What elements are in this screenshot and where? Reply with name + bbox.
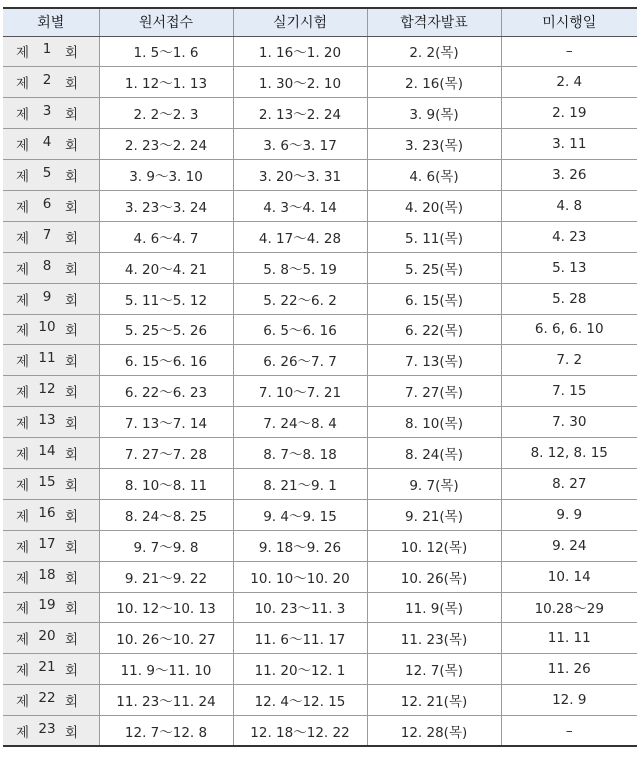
application-period: 9. 21～9. 22	[99, 561, 233, 592]
no-exam-date: 4. 23	[501, 221, 637, 252]
round-prefix: 제	[16, 169, 30, 185]
practical-exam-period: 4. 17～4. 28	[233, 221, 367, 252]
practical-exam-period: 6. 5～6. 16	[233, 314, 367, 345]
round-suffix: 회	[64, 199, 78, 216]
table-row	[3, 438, 637, 469]
round-cell	[3, 407, 99, 438]
application-period: 1. 5～1. 6	[99, 36, 233, 67]
round-suffix: 회	[64, 416, 78, 433]
round-prefix: 제	[16, 199, 30, 216]
round-cell	[3, 561, 99, 592]
round-suffix: 회	[64, 107, 78, 124]
announcement-date: 9. 21(목)	[367, 499, 501, 530]
round-cell	[3, 345, 99, 376]
announcement-date: 4. 6(목)	[367, 160, 501, 191]
round-prefix: 제	[16, 416, 30, 433]
round-prefix: 제	[16, 230, 30, 247]
no-exam-date: 8. 27	[501, 468, 637, 499]
table-row	[3, 561, 637, 592]
practical-exam-period: 10. 23～11. 3	[233, 592, 367, 623]
no-exam-date: 11. 11	[501, 623, 637, 654]
round-number: 4	[42, 134, 52, 151]
header-application: 원서접수	[99, 8, 233, 36]
round-suffix: 회	[64, 138, 78, 155]
round-cell	[3, 221, 99, 252]
no-exam-date: 2. 19	[501, 98, 637, 129]
announcement-date: 3. 23(목)	[367, 129, 501, 160]
round-number: 6	[42, 195, 52, 212]
round-suffix: 회	[64, 385, 78, 402]
announcement-date: 12. 28(목)	[367, 716, 501, 747]
round-prefix: 제	[16, 632, 30, 649]
application-period: 4. 20～4. 21	[99, 252, 233, 283]
round-number: 20	[38, 628, 56, 645]
practical-exam-period: 5. 8～5. 19	[233, 252, 367, 283]
announcement-date: 11. 9(목)	[367, 592, 501, 623]
no-exam-date: –	[501, 716, 637, 747]
application-period: 5. 25～5. 26	[99, 314, 233, 345]
header-practical-exam: 실기시험	[233, 8, 367, 36]
no-exam-date: 7. 30	[501, 407, 637, 438]
table-row	[3, 252, 637, 283]
round-number: 13	[38, 412, 56, 429]
practical-exam-period: 11. 20～12. 1	[233, 654, 367, 685]
no-exam-date: 11. 26	[501, 654, 637, 685]
round-prefix: 제	[16, 570, 30, 587]
application-period: 10. 26～10. 27	[99, 623, 233, 654]
table-row	[3, 221, 637, 252]
round-prefix: 제	[16, 354, 30, 371]
round-number: 10	[38, 319, 56, 336]
round-suffix: 회	[64, 354, 78, 371]
table-row	[3, 67, 637, 98]
round-suffix: 회	[64, 601, 78, 618]
round-number: 15	[38, 473, 56, 490]
round-number: 9	[42, 288, 52, 305]
application-period: 10. 12～10. 13	[99, 592, 233, 623]
announcement-date: 12. 21(목)	[367, 685, 501, 716]
application-period: 12. 7～12. 8	[99, 716, 233, 747]
round-number: 17	[38, 535, 56, 552]
practical-exam-period: 1. 30～2. 10	[233, 67, 367, 98]
table-row	[3, 623, 637, 654]
application-period: 7. 27～7. 28	[99, 438, 233, 469]
round-number: 8	[42, 257, 52, 274]
application-period: 8. 24～8. 25	[99, 499, 233, 530]
application-period: 8. 10～8. 11	[99, 468, 233, 499]
round-suffix: 회	[64, 632, 78, 649]
application-period: 9. 7～9. 8	[99, 530, 233, 561]
round-cell	[3, 499, 99, 530]
no-exam-date: 3. 11	[501, 129, 637, 160]
practical-exam-period: 8. 21～9. 1	[233, 468, 367, 499]
practical-exam-period: 3. 6～3. 17	[233, 129, 367, 160]
no-exam-date: 2. 4	[501, 67, 637, 98]
round-prefix: 제	[16, 45, 30, 62]
header-round: 회별	[3, 8, 99, 36]
round-cell	[3, 530, 99, 561]
application-period: 3. 23～3. 24	[99, 190, 233, 221]
round-cell	[3, 314, 99, 345]
announcement-date: 4. 20(목)	[367, 190, 501, 221]
application-period: 11. 9～11. 10	[99, 654, 233, 685]
table-body	[3, 36, 637, 746]
practical-exam-period: 12. 18～12. 22	[233, 716, 367, 747]
table-row	[3, 376, 637, 407]
practical-exam-period: 3. 20～3. 31	[233, 160, 367, 191]
practical-exam-period: 9. 18～9. 26	[233, 530, 367, 561]
header-announcement: 합격자발표	[367, 8, 501, 36]
round-cell	[3, 190, 99, 221]
practical-exam-period: 5. 22～6. 2	[233, 283, 367, 314]
table-row	[3, 314, 637, 345]
round-prefix: 제	[16, 76, 30, 93]
round-cell	[3, 67, 99, 98]
announcement-date: 2. 2(목)	[367, 36, 501, 67]
announcement-date: 10. 26(목)	[367, 561, 501, 592]
table-row	[3, 499, 637, 530]
header-row	[3, 8, 637, 36]
round-number: 2	[42, 72, 52, 89]
round-number: 22	[38, 690, 56, 707]
application-period: 1. 12～1. 13	[99, 67, 233, 98]
round-number: 18	[38, 566, 56, 583]
practical-exam-period: 8. 7～8. 18	[233, 438, 367, 469]
round-suffix: 회	[64, 694, 78, 711]
no-exam-date: 8. 12, 8. 15	[501, 438, 637, 469]
exam-schedule-table	[3, 7, 637, 747]
application-period: 2. 2～2. 3	[99, 98, 233, 129]
round-prefix: 제	[16, 323, 30, 340]
announcement-date: 3. 9(목)	[367, 98, 501, 129]
announcement-date: 8. 10(목)	[367, 407, 501, 438]
round-number: 19	[38, 597, 56, 614]
round-cell	[3, 252, 99, 283]
round-cell	[3, 438, 99, 469]
round-prefix: 제	[16, 447, 30, 464]
round-cell	[3, 283, 99, 314]
no-exam-date: 5. 28	[501, 283, 637, 314]
announcement-date: 6. 15(목)	[367, 283, 501, 314]
practical-exam-period: 2. 13～2. 24	[233, 98, 367, 129]
round-suffix: 회	[64, 508, 78, 525]
round-cell	[3, 716, 99, 747]
no-exam-date: –	[501, 36, 637, 67]
announcement-date: 7. 13(목)	[367, 345, 501, 376]
round-prefix: 제	[16, 385, 30, 402]
header-no-exam-date: 미시행일	[501, 8, 637, 36]
practical-exam-period: 1. 16～1. 20	[233, 36, 367, 67]
table-row	[3, 716, 637, 747]
application-period: 11. 23～11. 24	[99, 685, 233, 716]
announcement-date: 12. 7(목)	[367, 654, 501, 685]
table-row	[3, 129, 637, 160]
announcement-date: 9. 7(목)	[367, 468, 501, 499]
round-suffix: 회	[64, 724, 78, 741]
round-number: 1	[42, 41, 52, 58]
announcement-date: 2. 16(목)	[367, 67, 501, 98]
round-suffix: 회	[64, 323, 78, 340]
table-row	[3, 345, 637, 376]
round-suffix: 회	[64, 169, 78, 185]
round-cell	[3, 592, 99, 623]
round-cell	[3, 468, 99, 499]
practical-exam-period: 4. 3～4. 14	[233, 190, 367, 221]
round-suffix: 회	[64, 477, 78, 494]
table-row	[3, 468, 637, 499]
application-period: 4. 6～4. 7	[99, 221, 233, 252]
round-suffix: 회	[64, 539, 78, 556]
round-cell	[3, 98, 99, 129]
round-number: 3	[42, 103, 52, 120]
round-suffix: 회	[64, 76, 78, 93]
round-prefix: 제	[16, 477, 30, 494]
round-prefix: 제	[16, 724, 30, 741]
no-exam-date: 7. 15	[501, 376, 637, 407]
application-period: 7. 13～7. 14	[99, 407, 233, 438]
announcement-date: 11. 23(목)	[367, 623, 501, 654]
round-number: 14	[38, 443, 56, 460]
no-exam-date: 12. 9	[501, 685, 637, 716]
practical-exam-period: 12. 4～12. 15	[233, 685, 367, 716]
round-prefix: 제	[16, 107, 30, 124]
announcement-date: 10. 12(목)	[367, 530, 501, 561]
round-cell	[3, 36, 99, 67]
round-cell	[3, 376, 99, 407]
round-cell	[3, 129, 99, 160]
application-period: 6. 22～6. 23	[99, 376, 233, 407]
announcement-date: 7. 27(목)	[367, 376, 501, 407]
round-prefix: 제	[16, 694, 30, 711]
round-number: 12	[38, 381, 56, 398]
round-prefix: 제	[16, 663, 30, 680]
application-period: 3. 9～3. 10	[99, 160, 233, 191]
no-exam-date: 6. 6, 6. 10	[501, 314, 637, 345]
round-suffix: 회	[64, 663, 78, 680]
no-exam-date: 9. 24	[501, 530, 637, 561]
no-exam-date: 10. 14	[501, 561, 637, 592]
round-number: 23	[38, 720, 56, 737]
round-prefix: 제	[16, 292, 30, 309]
table-row	[3, 685, 637, 716]
round-suffix: 회	[64, 570, 78, 587]
practical-exam-period: 9. 4～9. 15	[233, 499, 367, 530]
round-number: 5	[42, 165, 52, 181]
application-period: 6. 15～6. 16	[99, 345, 233, 376]
table-row	[3, 654, 637, 685]
round-prefix: 제	[16, 539, 30, 556]
no-exam-date: 5. 13	[501, 252, 637, 283]
table-row	[3, 592, 637, 623]
no-exam-date: 7. 2	[501, 345, 637, 376]
round-prefix: 제	[16, 508, 30, 525]
round-number: 11	[38, 350, 56, 367]
round-number: 16	[38, 504, 56, 521]
round-cell	[3, 160, 99, 191]
table-row	[3, 530, 637, 561]
practical-exam-period: 6. 26～7. 7	[233, 345, 367, 376]
round-cell	[3, 623, 99, 654]
practical-exam-period: 7. 10～7. 21	[233, 376, 367, 407]
round-cell	[3, 654, 99, 685]
round-suffix: 회	[64, 292, 78, 309]
application-period: 5. 11～5. 12	[99, 283, 233, 314]
round-suffix: 회	[64, 447, 78, 464]
announcement-date: 8. 24(목)	[367, 438, 501, 469]
application-period: 2. 23～2. 24	[99, 129, 233, 160]
round-suffix: 회	[64, 261, 78, 278]
round-number: 7	[42, 226, 52, 243]
table-row	[3, 160, 637, 191]
practical-exam-period: 10. 10～10. 20	[233, 561, 367, 592]
no-exam-date: 9. 9	[501, 499, 637, 530]
round-prefix: 제	[16, 261, 30, 278]
round-suffix: 회	[64, 230, 78, 247]
table-row	[3, 190, 637, 221]
round-cell	[3, 685, 99, 716]
practical-exam-period: 7. 24～8. 4	[233, 407, 367, 438]
announcement-date: 5. 25(목)	[367, 252, 501, 283]
round-number: 21	[38, 659, 56, 676]
practical-exam-period: 11. 6～11. 17	[233, 623, 367, 654]
no-exam-date: 4. 8	[501, 190, 637, 221]
table-row	[3, 98, 637, 129]
round-prefix: 제	[16, 601, 30, 618]
no-exam-date: 3. 26	[501, 160, 637, 191]
round-prefix: 제	[16, 138, 30, 155]
announcement-date: 6. 22(목)	[367, 314, 501, 345]
table-row	[3, 283, 637, 314]
no-exam-date: 10.28～29	[501, 592, 637, 623]
announcement-date: 5. 11(목)	[367, 221, 501, 252]
table-row	[3, 36, 637, 67]
round-suffix: 회	[64, 45, 78, 62]
table-row	[3, 407, 637, 438]
